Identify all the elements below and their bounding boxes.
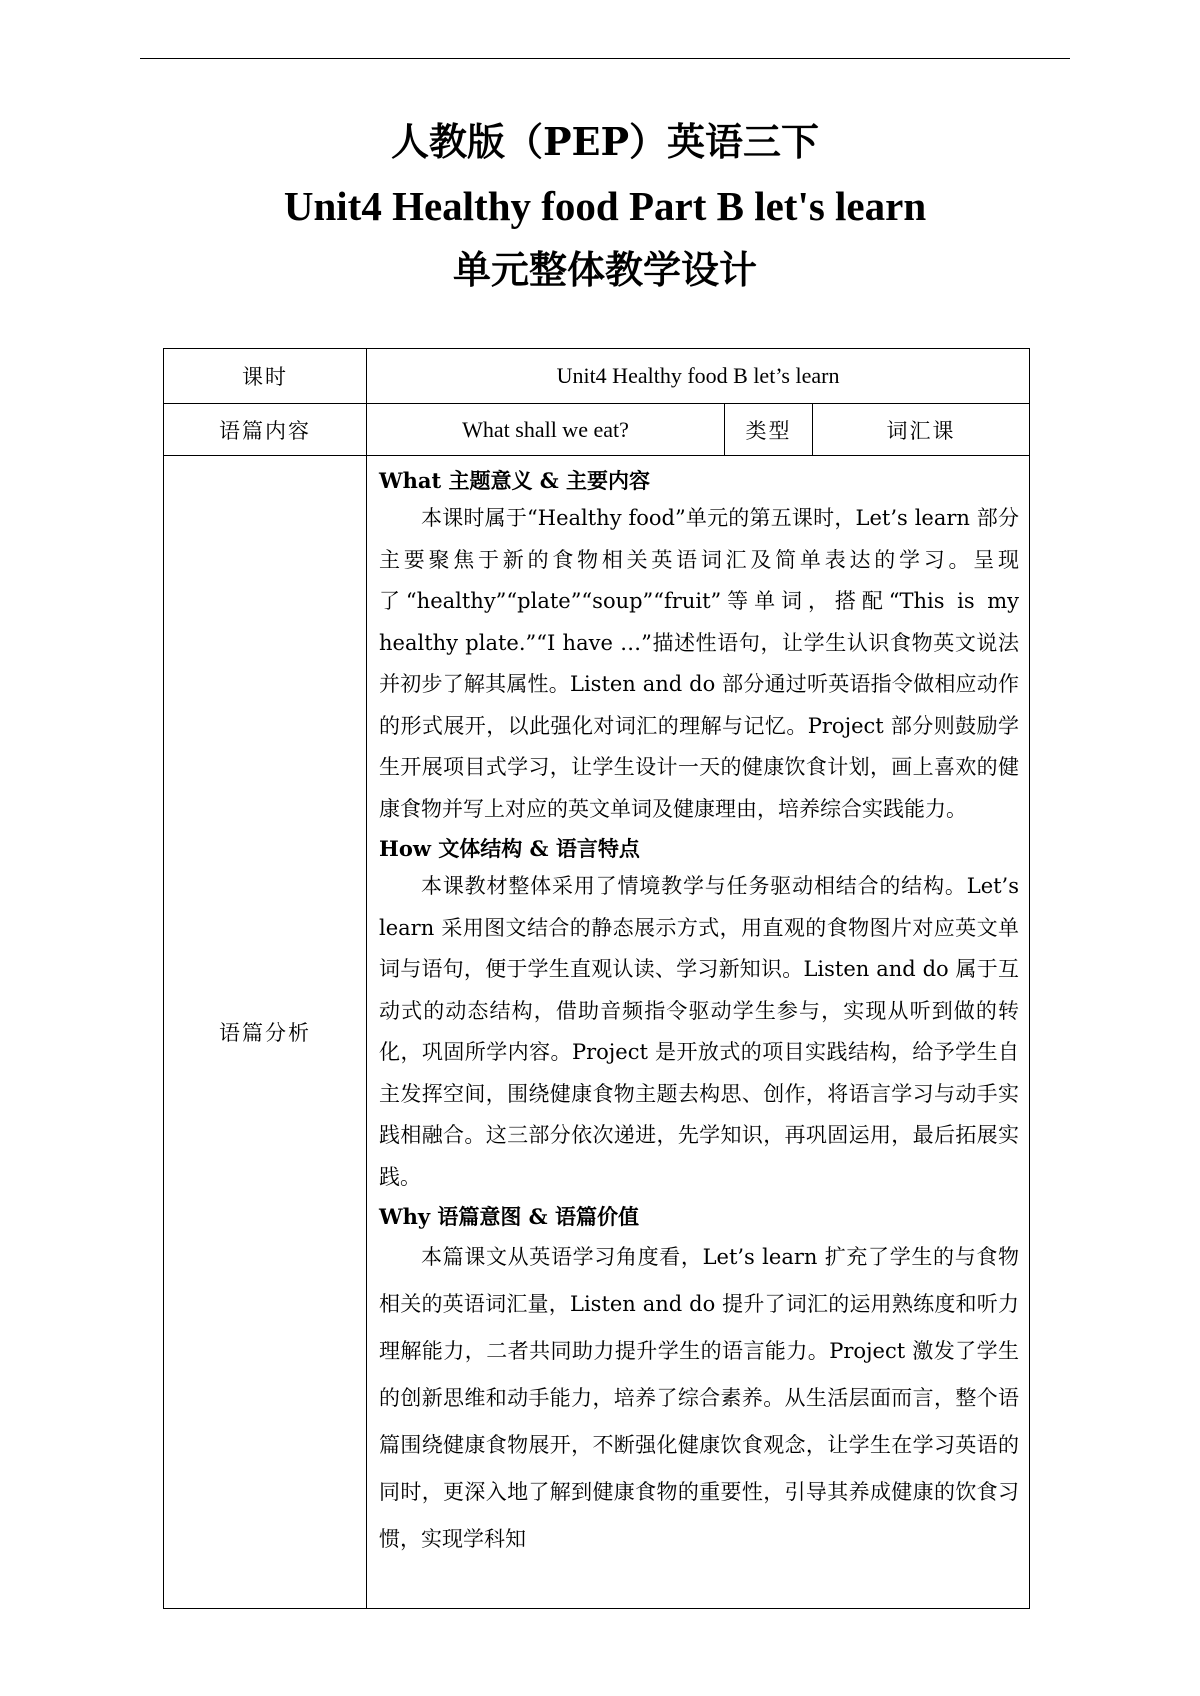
why-paragraph: 本篇课文从英语学习角度看，Let’s learn 扩充了学生的与食物相关的英语词汇量，Listen and do 提升了词汇的运用熟练度和听力理解能力，二者共同助力提升学生的语言能力。Project 激发了学生的创新思维和动手能力，培养了综合素养。从生活层面而言，整个语篇围绕健康食物展开，不断强化健康饮食观念，让学生在学习英语的同时，更深入地了解到健康食物的重要性，引导其养成健康的饮食习惯，实现学科知 — [379, 1245, 1020, 1551]
lesson-label: 课时 — [164, 349, 367, 404]
content-value: What shall we eat? — [367, 404, 725, 456]
how-heading: How 文体结构 & 语言特点 — [379, 836, 640, 861]
content-label: 语篇内容 — [164, 404, 367, 456]
what-heading: What 主题意义 & 主要内容 — [379, 468, 651, 493]
table-row-lesson — [164, 349, 1030, 404]
document-title — [140, 118, 1070, 310]
how-paragraph: 本课教材整体采用了情境教学与任务驱动相结合的结构。Let’s learn 采用图文结合的静态展示方式，用直观的食物图片对应英文单词与语句，便于学生直观认读、学习新知识。Listen and do 属于互动式的动态结构，借助音频指令驱动学生参与，实现从听到做的转化，巩固所学内容。Project 是开放式的项目实践结构，给予学生自主发挥空间，围绕健康食物主题去构思、创作，将语言学习与动手实践相融合。这三部分依次递进，先学知识，再巩固运用，最后拓展实践。 — [379, 874, 1020, 1189]
type-label: 类型 — [725, 404, 813, 456]
table-row-analysis — [164, 456, 1030, 1609]
header-rule — [140, 58, 1070, 59]
title-line-2: Unit4 Healthy food Part B let's learn — [283, 183, 927, 229]
title-line-1: 人教版（PEP）英语三下 — [390, 119, 820, 164]
type-value: 词汇课 — [813, 404, 1030, 456]
what-paragraph: 本课时属于“Healthy food”单元的第五课时，Let’s learn 部分主要聚焦于新的食物相关英语词汇及简单表达的学习。呈现了“healthy”“plate”“soup”“fruit”等单词，搭配“This is my healthy plate.”“I have …”描述性语句，让学生认识食物英文说法并初步了解其属性。Listen and do 部分通过听英语指令做相应动作的形式展开，以此强化对词汇的理解与记忆。Project 部分则鼓励学生开展项目式学习，让学生设计一天的健康饮食计划，画上喜欢的健康食物并写上对应的英文单词及健康理由，培养综合实践能力。 — [379, 506, 1020, 821]
table-row-content — [164, 404, 1030, 456]
analysis-content — [367, 456, 1030, 1609]
title-line-3: 单元整体教学设计 — [452, 247, 757, 292]
analysis-label: 语篇分析 — [164, 456, 367, 1609]
why-heading: Why 语篇意图 & 语篇价值 — [379, 1204, 639, 1229]
lesson-value: Unit4 Healthy food B let’s learn — [367, 349, 1030, 404]
lesson-design-table — [163, 348, 1030, 1609]
